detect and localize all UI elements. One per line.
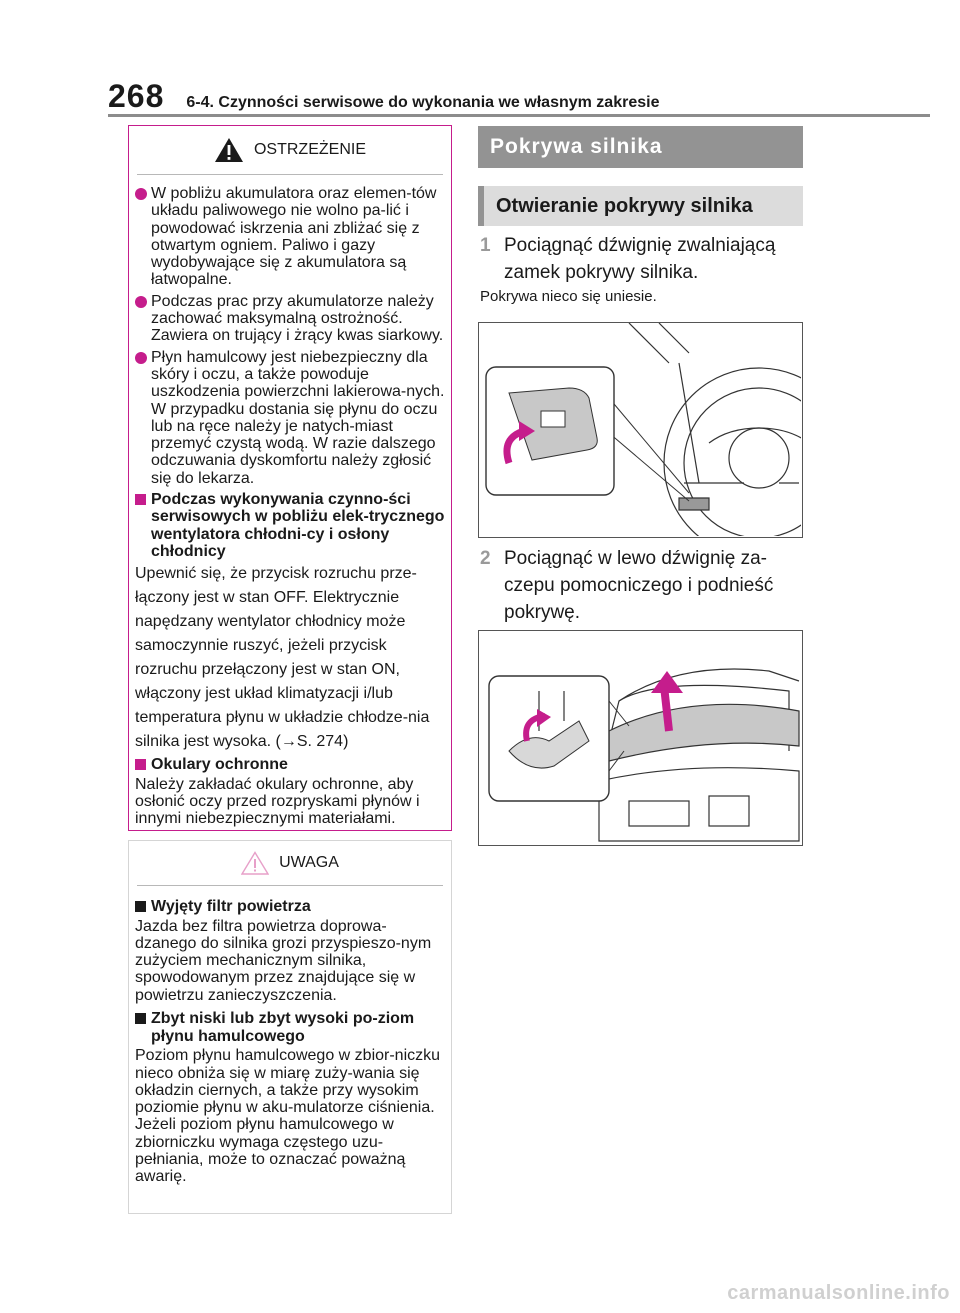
hood-release-lever-illustration [478,322,803,538]
warning-bullet-text: Płyn hamulcowy jest niebezpieczny dla skóry i oczu, a także powoduje uszkodzenia powierzchni lakierowa-nych. W przypadku dostania się płynu do oczu lub na ręce należy je natych-miast przemyć czystą wodą. W razie dalszego odczuwania dyskomfortu należy zgłosić się do lekarza. [151,348,445,487]
notice-subheading [135,898,445,916]
page-number: 268 [108,78,165,114]
square-bullet-icon [135,759,146,770]
warning-bullet [135,185,445,289]
chapter-title: 6-4. Czynności serwisowe do wykonania we własnym zakresie [186,94,660,111]
page-header [108,78,960,118]
car-front-illustration [479,631,801,844]
warning-title: OSTRZEŻENIE [253,141,366,158]
caution-triangle-icon [241,851,269,875]
square-bullet-icon [135,494,146,505]
notice-subheading-text: Zbyt niski lub zbyt wysoki po-ziom płynu hamulcowego [151,1010,415,1045]
warning-paragraph: Należy zakładać okulary ochronne, aby osłonić oczy przed rozpryskami płynów i innymi niebezpiecznymi materiałami. [135,775,420,828]
warning-box [128,125,452,831]
bullet-dot-icon [135,188,147,200]
warning-subheading-text: Podczas wykonywania czynno-ści serwisowych w pobliżu elek-trycznego wentylatora chłodni-cy i osłony chłodnicy [151,491,445,560]
step-note: Pokrywa nieco się uniesie. [480,288,657,305]
step-2 [480,545,810,626]
notice-title: UWAGA [279,854,339,871]
warning-bullet [135,349,445,487]
bullet-dot-icon [135,296,147,308]
warning-triangle-icon [214,137,244,163]
subsection-title: Otwieranie pokrywy silnika [478,186,803,226]
hood-lift-illustration [478,630,803,846]
section-title: Pokrywa silnika [478,126,803,168]
warning-subheading-text: Okulary ochronne [151,756,288,774]
notice-subheading [135,1010,445,1045]
step-number: 2 [480,548,491,569]
step-1 [480,232,810,286]
notice-header [129,841,451,885]
square-bullet-icon [135,901,146,912]
warning-bullet-text: Podczas prac przy akumulatorze należy zachować maksymalną ostrożność. Zawiera on trujący i żrący kwas siarkowy. [151,292,444,345]
notice-box [128,840,452,1214]
warning-subheading [135,756,445,773]
step-text: Pociągnąć dźwignię zwalniającą zamek pokrywy silnika. [504,235,776,283]
warning-bullet [135,293,445,345]
warning-header [129,126,451,174]
notice-paragraph: Jazda bez filtra powietrza doprowa-dzanego do silnika grozi przyspieszo-nym zużyciem mechanicznym silnika, spowodowanym przez znajdujące się w powietrzu zanieczyszczenia. [135,917,432,1004]
square-bullet-icon [135,1013,146,1024]
step-number: 1 [480,235,491,256]
notice-paragraph: Poziom płynu hamulcowego w zbior-niczku nieco obniża się w miarę zuży-wania się okładzin ciernych, a także przy wysokim poziomie płynu w aku-mulatorze ciśnienia. Jeżeli poziom płynu hamulcowego w zbiorniczku wymaga częstego uzu-pełniania, może to oznaczać poważną awarię. [135,1047,441,1186]
watermark: carmanualsonline.info [727,1282,950,1304]
step-text: Pociągnąć w lewo dźwignię za-czepu pomocniczego i podnieść pokrywę. [504,548,774,623]
header-divider [108,114,930,117]
bullet-dot-icon [135,352,147,364]
warning-bullet-text: W pobliżu akumulatora oraz elemen-tów układu paliwowego nie wolno pa-lić i powodować iskrzenia ani zbliżać się z otwartym ogniem. Paliwo i gazy wydobywające się z akumulatora są łatwopalne. [151,185,437,289]
dashboard-illustration [479,323,801,536]
warning-paragraph: Upewnić się, że przycisk rozruchu prze-łączony jest w stan OFF. Elektrycznie napędzany wentylator chłodnicy może samoczynnie ruszyć, jeżeli przycisk rozruchu przełączony jest w stan ON, włączony jest układ klimatyzacji i/lub temperatura płynu w układzie chłodze-nia silnika jest wysoka. (→S. 274) [135,565,430,751]
warning-subheading [135,491,445,560]
notice-subheading-text: Wyjęty filtr powietrza [151,898,311,915]
